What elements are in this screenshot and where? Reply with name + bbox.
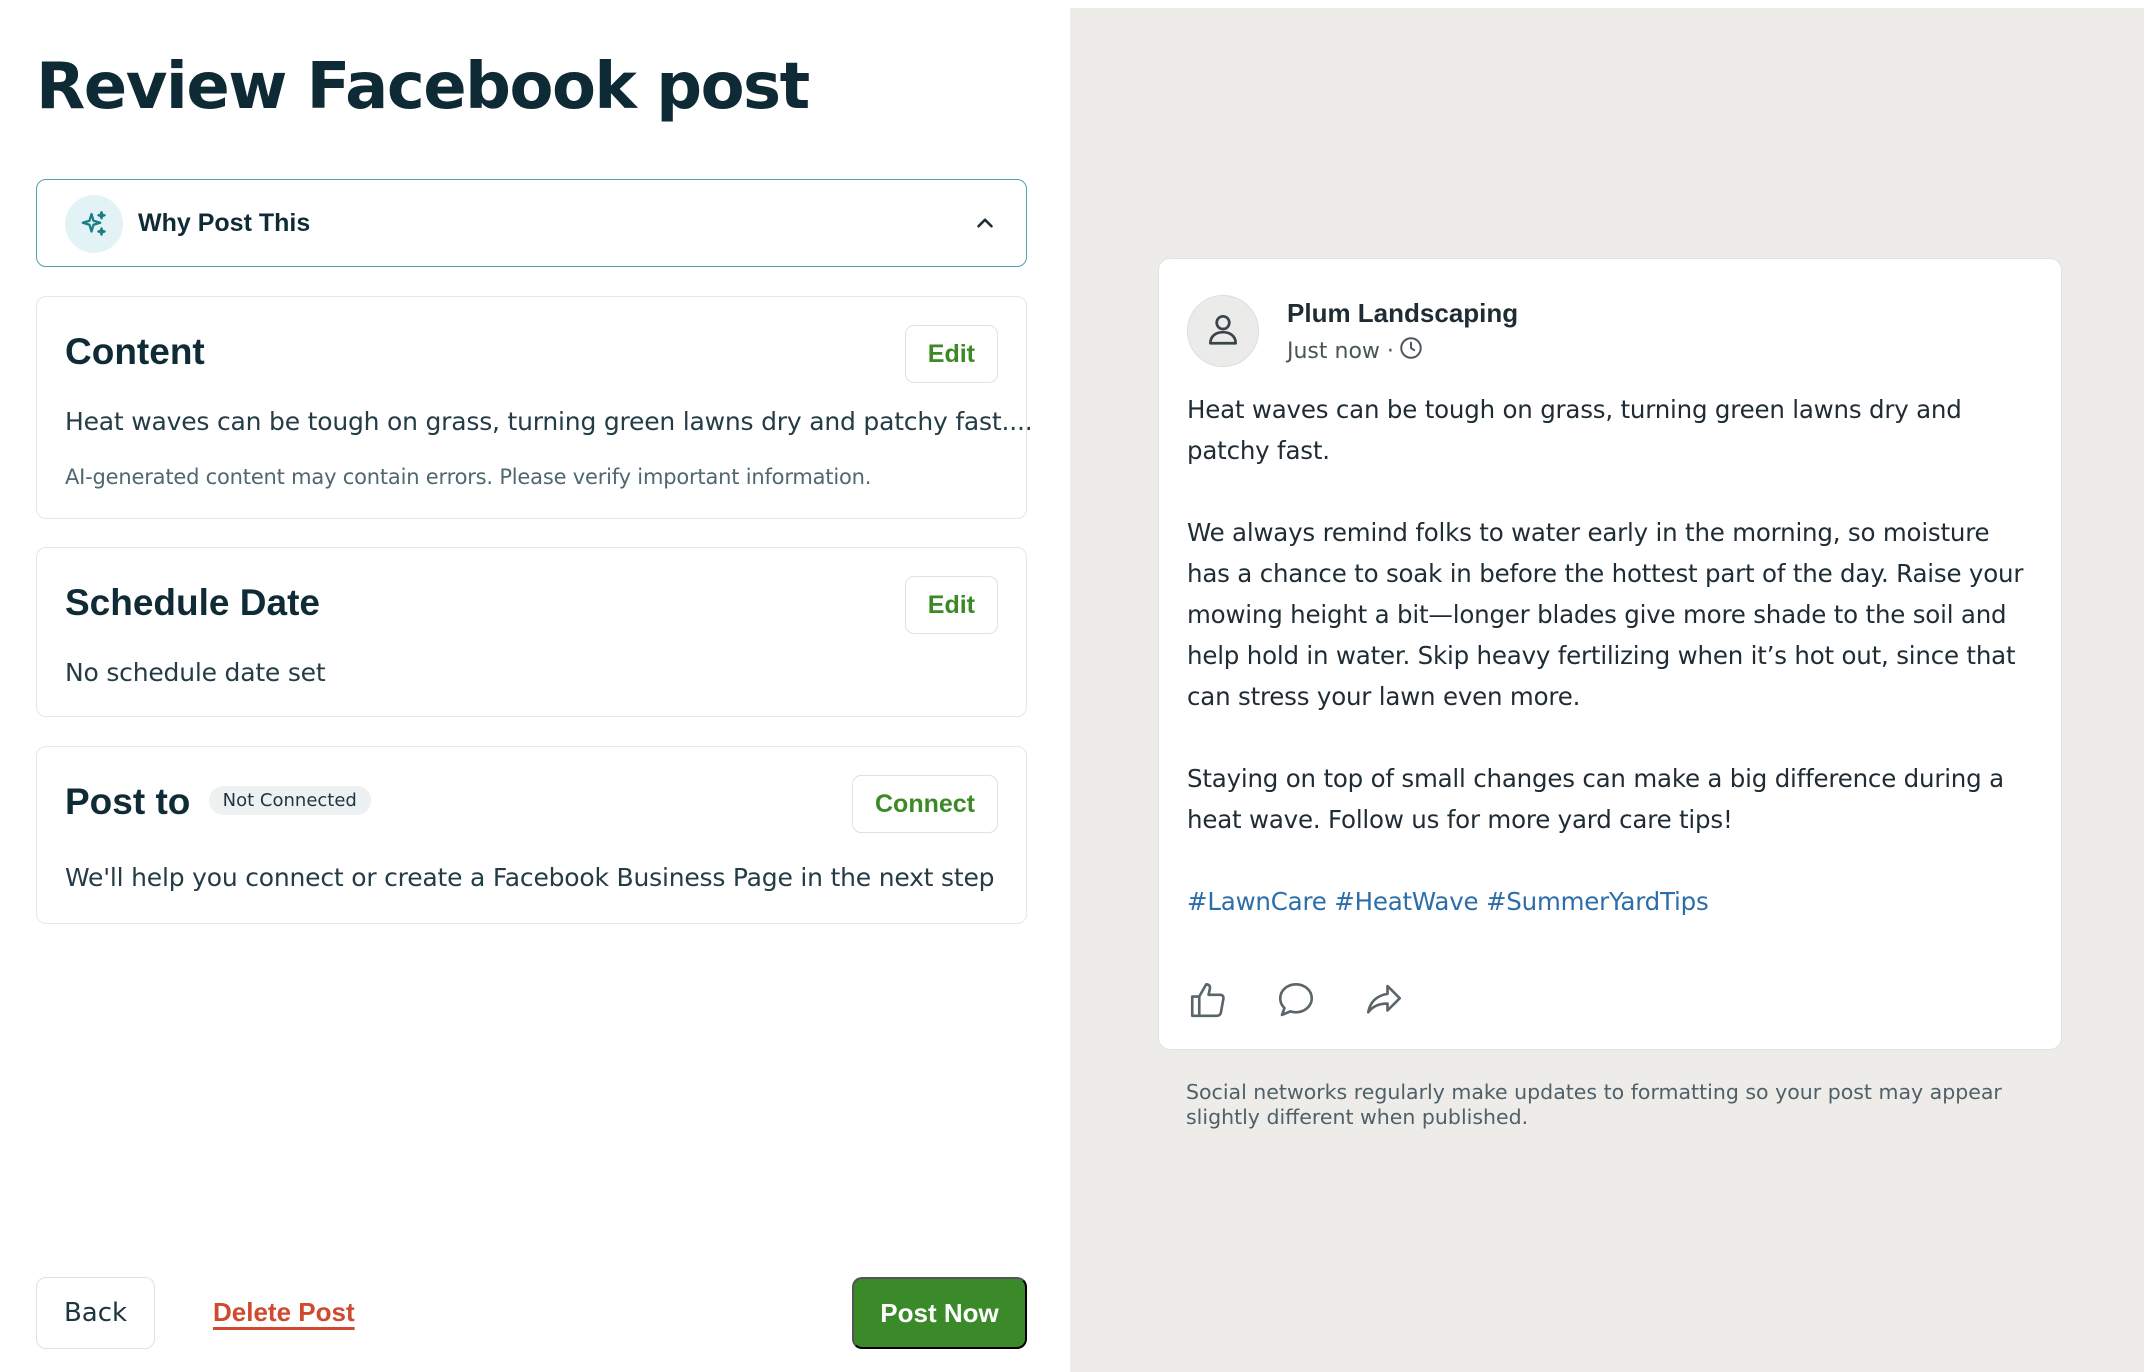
- post-paragraph: We always remind folks to water early in the morning, so moisture has a chance to soak in before the hottest part of the day. Raise your mowing height a bit—longer blades give more shade to the soil and help hold in water. Skip heavy fertilizing when it’s hot out, since that can stress your lawn even more.: [1187, 518, 2024, 711]
- page-name: Plum Landscaping: [1287, 298, 1519, 328]
- ai-disclaimer: AI-generated content may contain errors. Please verify important information.: [65, 465, 872, 489]
- edit-schedule-button[interactable]: Edit: [905, 576, 998, 634]
- post-now-button[interactable]: Post Now: [852, 1277, 1027, 1349]
- clock-icon: [1398, 335, 1424, 367]
- post-to-card: [36, 746, 1027, 924]
- post-body: [1187, 389, 2037, 963]
- formatting-disclaimer: Social networks regularly make updates to formatting so your post may appear slightly different when published.: [1186, 1080, 2002, 1129]
- page-title: Review Facebook post: [36, 50, 809, 124]
- chevron-up-icon[interactable]: [972, 210, 998, 236]
- post-to-note: We'll help you connect or create a Facebook Business Page in the next step: [65, 863, 995, 892]
- post-to-label: Post to: [65, 781, 191, 822]
- preview-panel: [1070, 8, 2144, 1372]
- status-badge: Not Connected: [209, 786, 371, 815]
- post-hashtags: #LawnCare #HeatWave #SummerYardTips: [1187, 887, 1709, 916]
- schedule-date-card: [36, 547, 1027, 717]
- post-to-heading: [65, 781, 371, 823]
- avatar: [1187, 295, 1259, 367]
- sparkles-icon: [65, 195, 123, 253]
- delete-post-link[interactable]: Delete Post: [213, 1297, 355, 1327]
- post-paragraph: Staying on top of small changes can make a big difference during a heat wave. Follow us for more yard care tips!: [1187, 764, 2004, 834]
- post-meta: [1287, 335, 1424, 367]
- schedule-date-heading: Schedule Date: [65, 582, 320, 623]
- connect-button[interactable]: Connect: [852, 775, 998, 833]
- post-paragraph: Heat waves can be tough on grass, turning green lawns dry and patchy fast.: [1187, 395, 1962, 465]
- content-heading: Content: [65, 331, 205, 372]
- like-icon[interactable]: [1187, 979, 1229, 1021]
- content-card: [36, 296, 1033, 519]
- facebook-post-preview: [1158, 258, 2062, 1050]
- left-panel: [0, 0, 1070, 1372]
- edit-content-button[interactable]: Edit: [905, 325, 998, 383]
- schedule-date-value: No schedule date set: [65, 658, 326, 687]
- share-icon[interactable]: [1363, 979, 1405, 1021]
- why-post-this-accordion[interactable]: [36, 179, 1027, 267]
- user-icon: [1204, 310, 1242, 353]
- post-actions: [1187, 979, 1405, 1021]
- post-timestamp: Just now ·: [1287, 338, 1394, 364]
- back-button[interactable]: Back: [36, 1277, 155, 1349]
- content-preview-text: Heat waves can be tough on grass, turning green lawns dry and patchy fast....: [65, 407, 1033, 436]
- why-post-this-label: Why Post This: [138, 209, 311, 237]
- comment-icon[interactable]: [1275, 979, 1317, 1021]
